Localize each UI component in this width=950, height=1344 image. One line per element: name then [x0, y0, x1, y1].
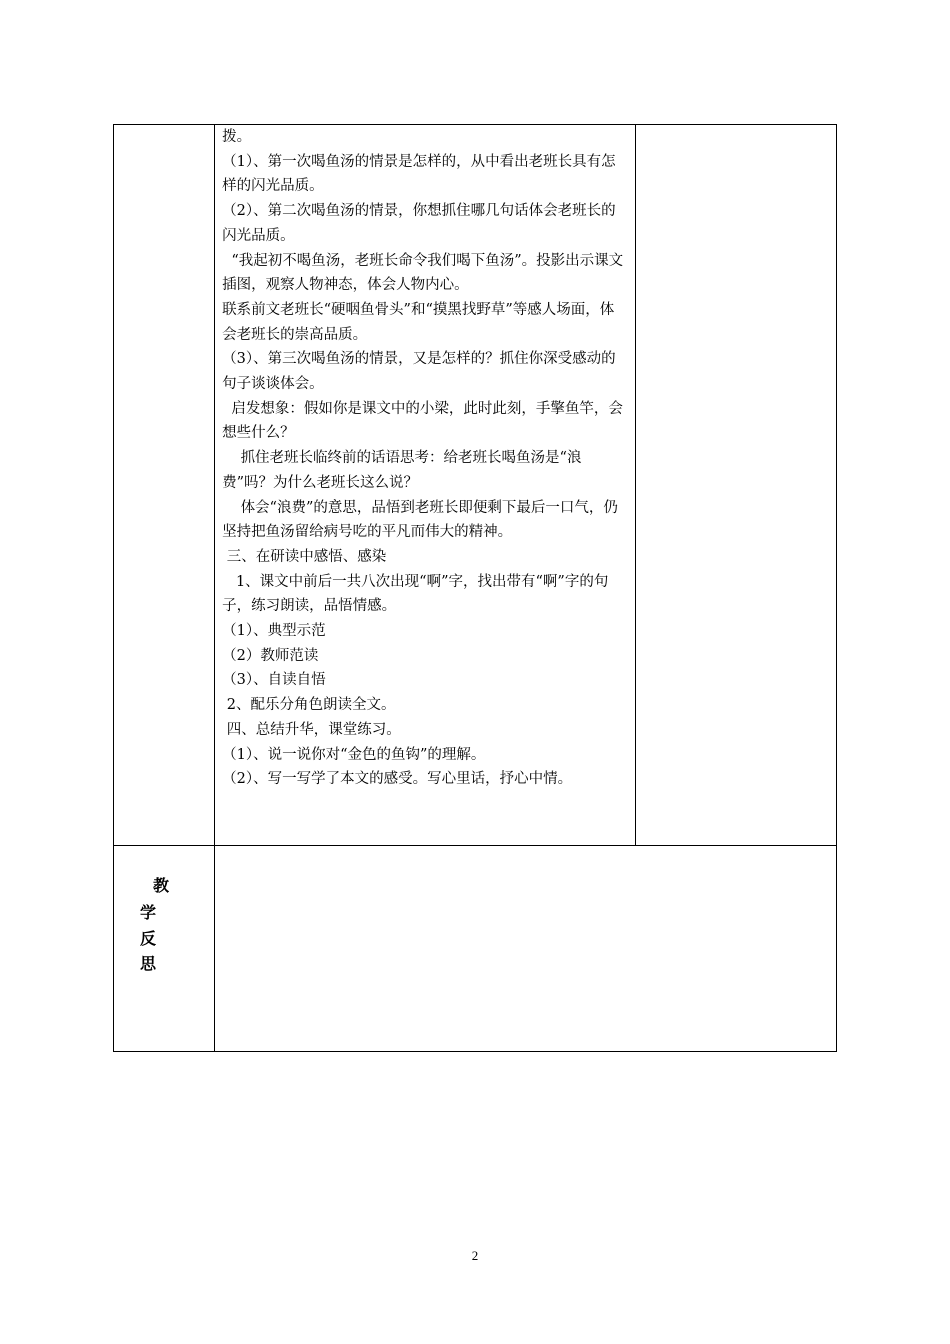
paragraph: 三、在研读中感悟、感染 [222, 548, 387, 565]
paragraph: 四、总结升华，课堂练习。 [222, 721, 401, 738]
paragraph: （2）教师范读 [222, 647, 319, 664]
paragraph: 拨。 [222, 129, 252, 145]
lesson-plan-table [113, 124, 837, 1052]
paragraph: （2）、写一写学了本文的感受。写心里话，抒心中情。 [222, 771, 573, 788]
notes-empty-cell [635, 125, 836, 846]
label-char: 思 [140, 954, 157, 973]
paragraph: （1）、第一次喝鱼汤的情景是怎样的，从中看出老班长具有怎样的闪光品质。 [222, 153, 616, 195]
teaching-reflection-content [215, 846, 837, 1052]
teaching-reflection-row [114, 846, 837, 1052]
paragraph: 抓住老班长临终前的话语思考：给老班长喝鱼汤是“浪费”吗？为什么老班长这么说？ [222, 450, 582, 491]
paragraph: （1）、说一说你对“金色的鱼钩”的理解。 [222, 746, 486, 763]
paragraph: （3）、第三次喝鱼汤的情景，又是怎样的？抓住你深受感动的句子谈谈体会。 [222, 351, 616, 393]
paragraph: 2、配乐分角色朗读全文。 [222, 697, 396, 714]
label-char: 反 [140, 929, 157, 948]
paragraph: 1、课文中前后一共八次出现“啊”字，找出带有“啊”字的句子，练习朗读，品悟情感。 [222, 573, 609, 615]
paragraph: （2）、第二次喝鱼汤的情景，你想抓住哪几句话体会老班长的闪光品质。 [222, 203, 616, 244]
page-number: 2 [471, 1248, 479, 1263]
paragraph: （1）、典型示范 [222, 623, 326, 640]
paragraph: （3）、自读自悟 [222, 672, 326, 689]
paragraph: “我起初不喝鱼汤，老班长命令我们喝下鱼汤”。投影出示课文插图，观察人物神态，体会人物内心。 [222, 252, 624, 294]
teaching-reflection-label [114, 846, 215, 1052]
paragraph: 联系前文老班长“硬咽鱼骨头”和“摸黑找野草”等感人场面，体会老班长的崇高品质。 [222, 301, 615, 343]
paragraph: 启发想象：假如你是课文中的小梁，此时此刻，手擎鱼竿，会想些什么？ [222, 400, 623, 442]
left-empty-cell [114, 125, 215, 846]
teaching-process-cell [215, 125, 636, 846]
teaching-process-row [114, 125, 837, 846]
label-char: 教 [153, 876, 170, 895]
paragraph: 体会“浪费”的意思，品悟到老班长即便剩下最后一口气，仍坚持把鱼汤留给病号吃的平凡而伟大的精神。 [222, 499, 618, 541]
label-char: 学 [140, 903, 157, 922]
